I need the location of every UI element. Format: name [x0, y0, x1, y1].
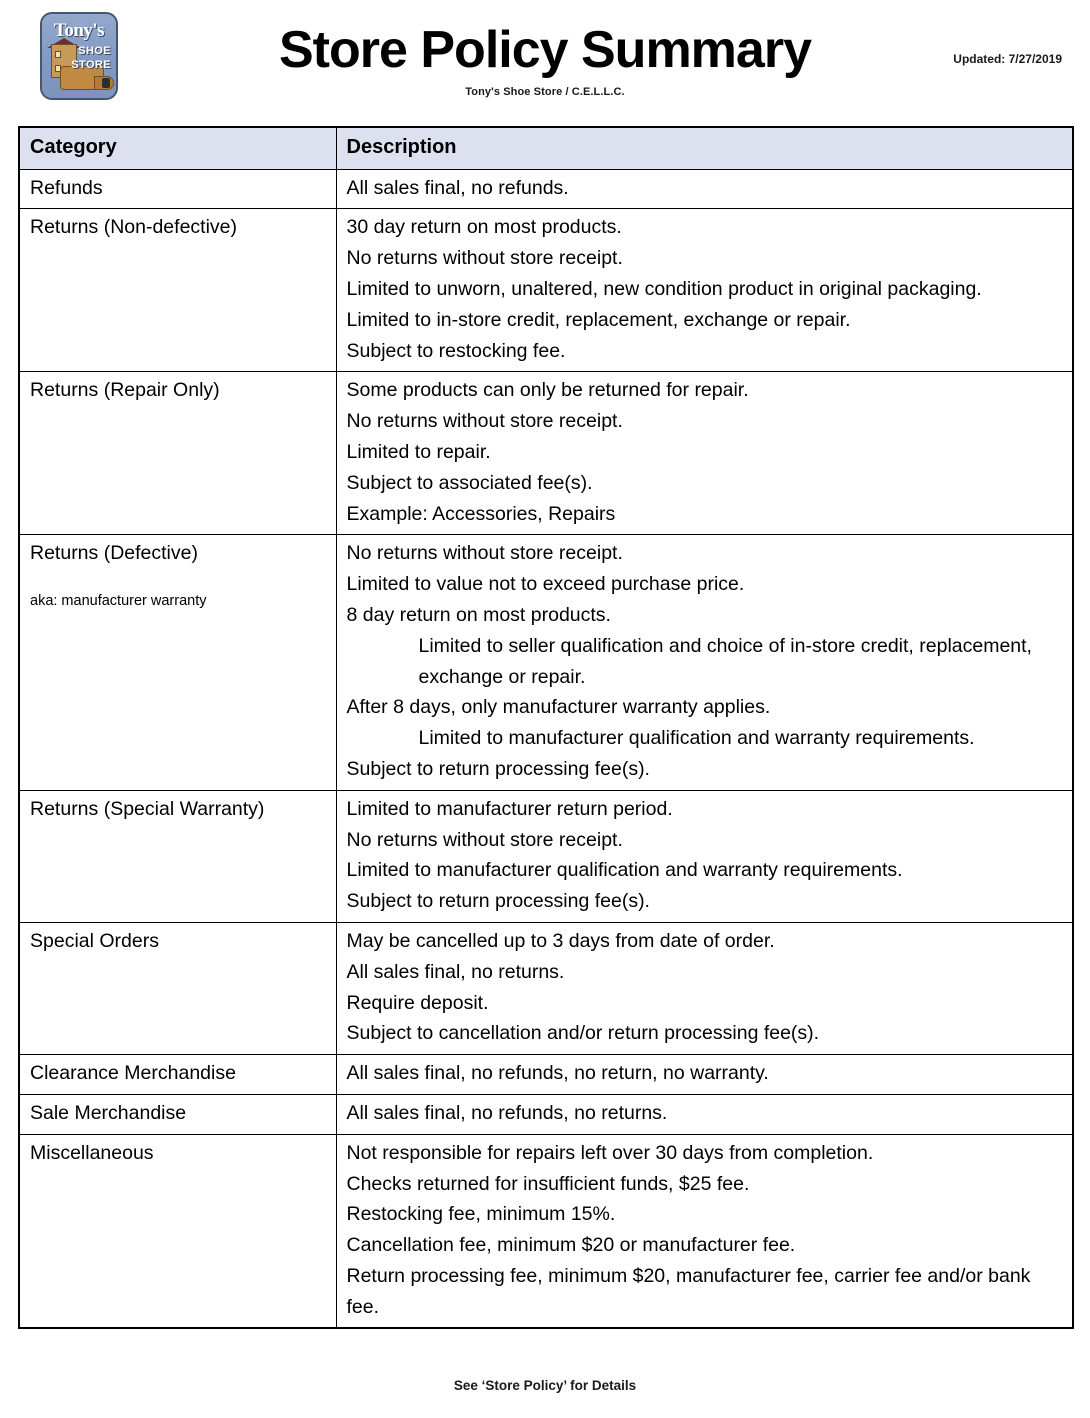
policy-line-list: [347, 1058, 1063, 1089]
table-row: [19, 922, 1073, 1054]
policy-category-label: Sale Merchandise: [30, 1101, 187, 1124]
policy-description-cell: [336, 922, 1073, 1054]
policy-category-label: Returns (Repair Only): [30, 379, 220, 402]
policy-line: Return processing fee, minimum $20, manufacturer fee, carrier fee and/or bank fee.: [346, 1264, 1031, 1318]
policy-line-list: [347, 375, 1063, 529]
policy-category-label: Returns (Special Warranty): [30, 797, 265, 820]
policy-line-list: [347, 212, 1063, 366]
policy-category-cell: [19, 1134, 336, 1328]
logo-window-icon: [55, 51, 61, 58]
column-header-description: Description: [336, 127, 1073, 169]
policy-line-list: [347, 173, 1063, 204]
policy-category-label: Miscellaneous: [30, 1141, 154, 1164]
table-row: [19, 372, 1073, 535]
policy-line: Cancellation fee, minimum $20 or manufacturer fee.: [346, 1234, 796, 1257]
policy-line: No returns without store receipt.: [346, 828, 623, 851]
logo-brand-text: Tony's: [53, 20, 105, 41]
policy-line-list: [347, 1138, 1063, 1323]
policy-line: Limited to manufacturer qualification and warranty requirements.: [346, 859, 903, 882]
policy-description-cell: [336, 1055, 1073, 1095]
policy-line: Limited to unworn, unaltered, new condition product in original packaging.: [346, 277, 982, 300]
policy-line: All sales final, no returns.: [346, 960, 565, 983]
policy-line: Require deposit.: [346, 991, 489, 1014]
policy-line: After 8 days, only manufacturer warranty applies.: [346, 696, 771, 719]
policy-category-cell: [19, 922, 336, 1054]
policy-description-cell: [336, 1094, 1073, 1134]
policy-description-cell: [336, 790, 1073, 922]
policy-table: [18, 126, 1074, 1329]
logo-store-text: STORE: [71, 59, 111, 71]
policy-line-indented: Limited to manufacturer qualification and warranty requirements.: [418, 727, 975, 750]
policy-line-list: [347, 538, 1063, 784]
policy-line: Limited to in-store credit, replacement, exchange or repair.: [346, 308, 851, 331]
column-header-category: Category: [19, 127, 336, 169]
policy-line: Limited to value not to exceed purchase price.: [346, 573, 745, 596]
policy-category-label: Returns (Non-defective): [30, 216, 237, 239]
policy-description-cell: [336, 372, 1073, 535]
policy-line: Subject to associated fee(s).: [346, 471, 593, 494]
policy-category-cell: [19, 209, 336, 372]
policy-line: Subject to return processing fee(s).: [346, 890, 650, 913]
policy-category-aka-note: aka: manufacturer warranty: [30, 593, 207, 610]
policy-line: Example: Accessories, Repairs: [346, 502, 616, 525]
policy-line: All sales final, no refunds, no return, no warranty.: [346, 1062, 769, 1085]
policy-category-label: Returns (Defective): [30, 542, 198, 565]
policy-line: Restocking fee, minimum 15%.: [346, 1203, 616, 1226]
policy-line: Limited to repair.: [346, 440, 491, 463]
policy-line: 30 day return on most products.: [346, 216, 622, 239]
policy-line: May be cancelled up to 3 days from date of order.: [346, 929, 775, 952]
policy-category-cell: [19, 790, 336, 922]
policy-line-list: [347, 1098, 1063, 1129]
policy-line-indented: Limited to seller qualification and choice of in-store credit, replacement, exchange or repair.: [418, 634, 1032, 688]
policy-category-label: Special Orders: [30, 929, 159, 952]
table-header: [19, 127, 1073, 169]
updated-date: Updated: 7/27/2019: [953, 52, 1062, 66]
policy-category-label: Refunds: [30, 176, 103, 199]
policy-line: All sales final, no refunds.: [346, 176, 569, 199]
logo-dog-icon: [102, 78, 110, 88]
policy-line: No returns without store receipt.: [346, 410, 623, 433]
policy-category-cell: [19, 1055, 336, 1095]
policy-description-cell: [336, 209, 1073, 372]
policy-line: All sales final, no refunds, no returns.: [346, 1101, 668, 1124]
policy-line-list: [347, 794, 1063, 917]
policy-category-cell: [19, 169, 336, 209]
policy-line: Limited to manufacturer return period.: [346, 797, 673, 820]
table-row: [19, 535, 1073, 790]
footer-note: See ‘Store Policy’ for Details: [453, 1378, 637, 1393]
table-row: [19, 790, 1073, 922]
policy-line: Not responsible for repairs left over 30 days from completion.: [346, 1141, 874, 1164]
table-row: [19, 1055, 1073, 1095]
table-row: [19, 169, 1073, 209]
policy-line: Checks returned for insufficient funds, $25 fee.: [346, 1172, 750, 1195]
table-row: [19, 1134, 1073, 1328]
policy-line: Subject to return processing fee(s).: [346, 757, 650, 780]
table-row: [19, 1094, 1073, 1134]
policy-category-cell: [19, 372, 336, 535]
policy-line-list: [347, 926, 1063, 1049]
table-row: [19, 209, 1073, 372]
policy-description-cell: [336, 535, 1073, 790]
policy-category-cell: [19, 1094, 336, 1134]
policy-description-cell: [336, 1134, 1073, 1328]
table-body: [19, 169, 1073, 1328]
policy-line: No returns without store receipt.: [346, 542, 623, 565]
policy-line: Subject to restocking fee.: [346, 339, 566, 362]
table-header-row: [19, 127, 1073, 169]
policy-table-container: [18, 126, 1074, 1329]
document-header: [0, 0, 1090, 118]
policy-line: Some products can only be returned for repair.: [346, 379, 749, 402]
policy-category-cell: [19, 535, 336, 790]
policy-line: No returns without store receipt.: [346, 247, 623, 270]
page-subtitle: Tony's Shoe Store / C.E.L.L.C.: [465, 86, 625, 98]
policy-line: Subject to cancellation and/or return processing fee(s).: [346, 1022, 820, 1045]
logo-shoe-text: SHOE: [78, 45, 111, 57]
policy-category-label: Clearance Merchandise: [30, 1062, 236, 1085]
page-title: Store Policy Summary: [279, 21, 811, 79]
policy-description-cell: [336, 169, 1073, 209]
policy-line: 8 day return on most products.: [346, 603, 611, 626]
store-logo: [40, 12, 118, 100]
